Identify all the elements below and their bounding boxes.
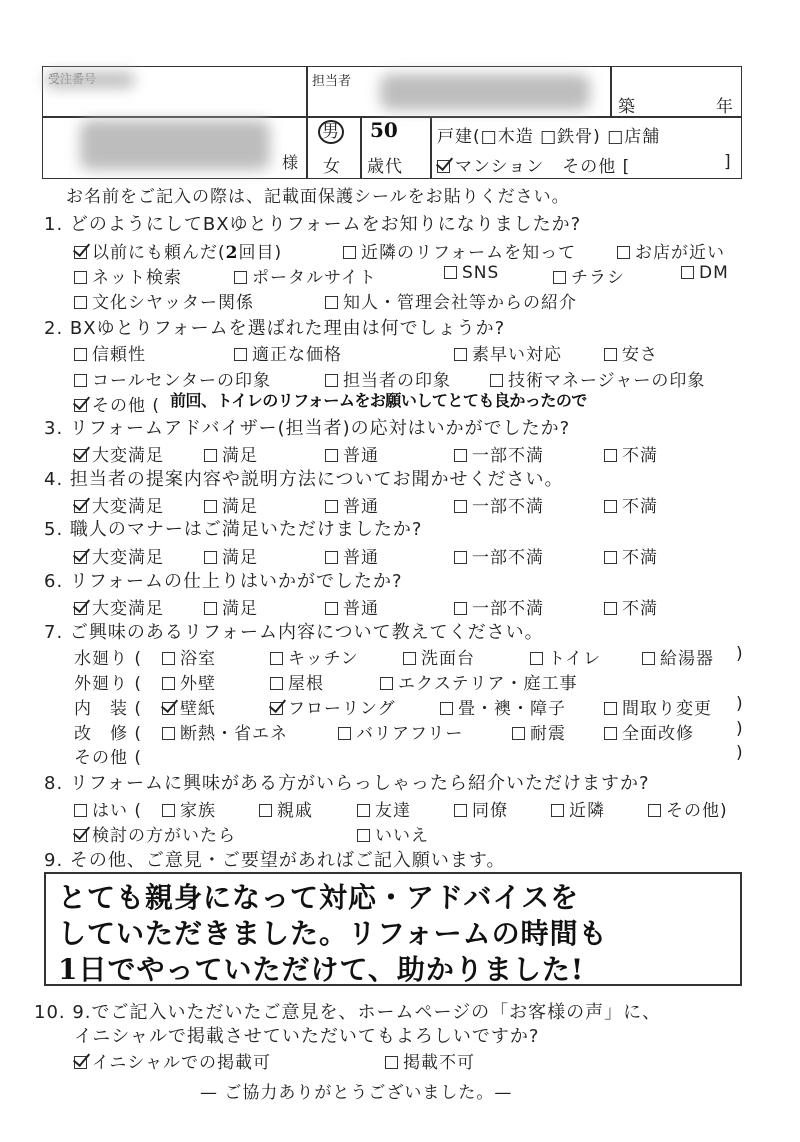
q7-water-option-3: 洗面台 bbox=[421, 649, 475, 669]
house-mansion: マンション bbox=[455, 157, 545, 177]
q2-checkbox-4[interactable] bbox=[604, 348, 617, 361]
staff-label: 担当者 bbox=[312, 74, 352, 89]
q2-option-3: 素早い対応 bbox=[472, 345, 562, 365]
q1-checkbox-9[interactable] bbox=[74, 296, 87, 309]
intro-note: お名前をご記入の際は、記載面保護シールをお貼りください。 bbox=[66, 187, 570, 207]
q7-outer-label: 外廻り ( bbox=[74, 674, 143, 694]
q6-checkbox-2[interactable] bbox=[204, 602, 217, 615]
q1-checkbox-5[interactable] bbox=[234, 271, 247, 284]
q9-hand-line-3: 1日でやっていただけて、助かりました! bbox=[58, 953, 585, 986]
q8-checkbox-consider[interactable] bbox=[74, 829, 87, 842]
q5-option-2: 満足 bbox=[222, 548, 258, 568]
q7-water-checkbox-3[interactable] bbox=[403, 652, 416, 665]
q4-option-4: 一部不満 bbox=[472, 497, 544, 517]
q7-water-checkbox-5[interactable] bbox=[642, 652, 655, 665]
q5-checkbox-5[interactable] bbox=[604, 551, 617, 564]
q1-option-9: 文化シヤッター関係 bbox=[92, 293, 254, 313]
q6-checkbox-3[interactable] bbox=[325, 602, 338, 615]
q4-option-5: 不満 bbox=[622, 497, 658, 517]
q5-text: 5. 職人のマナーはご満足いただけましたか? bbox=[44, 519, 423, 540]
q1-option-1: 以前にも頼んだ( bbox=[92, 243, 226, 263]
q7-interior-option-4: 間取り変更 bbox=[622, 699, 712, 719]
header-col-line bbox=[430, 116, 432, 179]
q7-renov-checkbox-3[interactable] bbox=[512, 727, 525, 740]
q1-option-4: ネット検索 bbox=[92, 268, 182, 288]
q2-other-handwritten: 前回、トイレのリフォームをお願いしてとても良かったので bbox=[170, 391, 587, 410]
q10-text-2: イニシャルで掲載させていただいてもよろしいですか? bbox=[74, 1026, 540, 1047]
q5-option-1: 大変満足 bbox=[92, 548, 164, 568]
q1-option-2: 近隣のリフォームを知って bbox=[361, 243, 577, 263]
q5-checkbox-4[interactable] bbox=[454, 551, 467, 564]
q1-text: 1. どのようにしてBXゆとりフォームをお知りになりましたか? bbox=[44, 214, 582, 235]
q8-yes-option-6: その他) bbox=[666, 801, 728, 821]
q7-interior-option-3: 畳・襖・障子 bbox=[458, 699, 566, 719]
q1-checkbox-7[interactable] bbox=[553, 271, 566, 284]
q4-checkbox-3[interactable] bbox=[325, 500, 338, 513]
q7-interior-checkbox-2[interactable] bbox=[270, 702, 283, 715]
q1-option-10: 知人・管理会社等からの紹介 bbox=[343, 293, 577, 313]
q7-renov-checkbox-1[interactable] bbox=[162, 727, 175, 740]
q7-water-label: 水廻り ( bbox=[74, 649, 143, 669]
q1-option-7: チラシ bbox=[571, 268, 625, 288]
q7-water-checkbox-2[interactable] bbox=[270, 652, 283, 665]
q8-option-consider: 検討の方がいたら bbox=[92, 826, 236, 846]
q7-interior-option-2: フローリング bbox=[288, 699, 396, 719]
q2-checkbox-7[interactable] bbox=[490, 374, 503, 387]
q7-renov-checkbox-4[interactable] bbox=[604, 727, 617, 740]
q3-checkbox-3[interactable] bbox=[325, 449, 338, 462]
q8-option-no: いいえ bbox=[375, 826, 429, 846]
q7-text: 7. ご興味のあるリフォーム内容について教えてください。 bbox=[44, 622, 544, 643]
q7-interior-label: 内 装 ( bbox=[74, 699, 143, 719]
q1-count: 2 bbox=[225, 243, 239, 263]
q3-checkbox-4[interactable] bbox=[454, 449, 467, 462]
q5-option-4: 一部不満 bbox=[472, 548, 544, 568]
q6-option-1: 大変満足 bbox=[92, 599, 164, 619]
q2-checkbox-2[interactable] bbox=[234, 348, 247, 361]
q7-interior-close: ) bbox=[736, 694, 744, 714]
q8-yes-checkbox-5[interactable] bbox=[551, 804, 564, 817]
q8-text: 8. リフォームに興味がある方がいらっしゃったら紹介いただけますか? bbox=[44, 773, 650, 794]
age-label: 歳代 bbox=[367, 157, 403, 177]
checkbox-mansion[interactable] bbox=[437, 160, 450, 173]
q6-option-4: 一部不満 bbox=[472, 599, 544, 619]
q1-option-1-end: 回目) bbox=[238, 243, 283, 263]
q5-checkbox-2[interactable] bbox=[204, 551, 217, 564]
q7-water-checkbox-4[interactable] bbox=[530, 652, 543, 665]
q7-interior-checkbox-1[interactable] bbox=[162, 702, 175, 715]
q4-checkbox-1[interactable] bbox=[74, 500, 87, 513]
q8-yes-option-1: 家族 bbox=[180, 801, 216, 821]
q2-option-5: コールセンターの印象 bbox=[92, 371, 271, 391]
q5-checkbox-3[interactable] bbox=[325, 551, 338, 564]
q3-text: 3. リフォームアドバイザー(担当者)の応対はいかがでしたか? bbox=[44, 418, 571, 439]
q7-other-close: ) bbox=[736, 743, 744, 763]
q7-water-option-2: キッチン bbox=[288, 649, 359, 669]
sama-label: 様 bbox=[282, 153, 299, 172]
q5-option-3: 普通 bbox=[343, 548, 379, 568]
q6-option-2: 満足 bbox=[222, 599, 258, 619]
q3-option-4: 一部不満 bbox=[472, 446, 544, 466]
q7-other-label: その他 ( bbox=[74, 748, 143, 768]
q8-option-yes: はい ( bbox=[92, 801, 143, 821]
house-type-row1: 戸建(□木造 □鉄骨) □店舗 bbox=[437, 127, 661, 147]
q4-checkbox-2[interactable] bbox=[204, 500, 217, 513]
q7-renov-option-4: 全面改修 bbox=[622, 724, 694, 744]
q3-checkbox-1[interactable] bbox=[74, 449, 87, 462]
header-col-line bbox=[306, 66, 308, 179]
q2-checkbox-5[interactable] bbox=[74, 374, 87, 387]
q8-checkbox-yes[interactable] bbox=[74, 804, 87, 817]
q4-option-1: 大変満足 bbox=[92, 497, 164, 517]
q9-text: 9. その他、ご意見・ご要望があればご記入願います。 bbox=[44, 850, 506, 871]
q2-checkbox-3[interactable] bbox=[454, 348, 467, 361]
q3-option-2: 満足 bbox=[222, 446, 258, 466]
q8-yes-checkbox-1[interactable] bbox=[162, 804, 175, 817]
q7-outer-checkbox-3[interactable] bbox=[380, 677, 393, 690]
q3-option-3: 普通 bbox=[343, 446, 379, 466]
q3-option-5: 不満 bbox=[622, 446, 658, 466]
q2-checkbox-1[interactable] bbox=[74, 348, 87, 361]
q2-checkbox-8[interactable] bbox=[74, 399, 87, 412]
q6-option-5: 不満 bbox=[622, 599, 658, 619]
q2-text: 2. BXゆとりフォームを選ばれた理由は何でしょうか? bbox=[44, 318, 506, 339]
q3-checkbox-5[interactable] bbox=[604, 449, 617, 462]
q5-option-5: 不満 bbox=[622, 548, 658, 568]
q2-option-4: 安さ bbox=[622, 345, 658, 365]
q1-option-6: SNS bbox=[462, 263, 500, 283]
q1-option-5: ポータルサイト bbox=[252, 268, 377, 288]
q9-hand-line-1: とても親身になって対応・アドバイスを bbox=[58, 881, 580, 914]
staff-name-redacted bbox=[380, 74, 590, 110]
q4-text: 4. 担当者の提案内容や説明方法についてお聞かせください。 bbox=[44, 469, 564, 490]
q10-checkbox-ng[interactable] bbox=[385, 1056, 398, 1069]
year-label: 年 bbox=[716, 97, 734, 117]
q1-checkbox-2[interactable] bbox=[343, 246, 356, 259]
q7-water-option-5: 給湯器 bbox=[660, 649, 714, 669]
q8-yes-checkbox-6[interactable] bbox=[648, 804, 661, 817]
q8-yes-option-3: 友達 bbox=[375, 801, 411, 821]
q10-checkbox-ok[interactable] bbox=[74, 1056, 87, 1069]
q7-renov-option-3: 耐震 bbox=[530, 724, 566, 744]
q8-yes-option-5: 近隣 bbox=[569, 801, 605, 821]
q1-checkbox-8[interactable] bbox=[681, 266, 694, 279]
q4-option-2: 満足 bbox=[222, 497, 258, 517]
customer-name-redacted bbox=[80, 120, 270, 170]
q8-yes-checkbox-3[interactable] bbox=[357, 804, 370, 817]
q6-checkbox-1[interactable] bbox=[74, 602, 87, 615]
gender-male: 男 bbox=[318, 120, 344, 144]
q8-yes-option-2: 親戚 bbox=[277, 801, 313, 821]
q6-checkbox-4[interactable] bbox=[454, 602, 467, 615]
q7-water-checkbox-1[interactable] bbox=[162, 652, 175, 665]
q7-renov-close: ) bbox=[736, 719, 744, 739]
q1-checkbox-4[interactable] bbox=[74, 271, 87, 284]
order-no-redacted bbox=[45, 72, 135, 88]
q9-hand-line-2: していただきました。リフォームの時間も bbox=[58, 917, 608, 950]
q2-checkbox-6[interactable] bbox=[325, 374, 338, 387]
q6-text: 6. リフォームの仕上りはいかがでしたか? bbox=[44, 571, 403, 592]
q6-checkbox-5[interactable] bbox=[604, 602, 617, 615]
q3-checkbox-2[interactable] bbox=[204, 449, 217, 462]
q4-checkbox-5[interactable] bbox=[604, 500, 617, 513]
q7-water-close: ) bbox=[736, 644, 744, 664]
q7-interior-checkbox-4[interactable] bbox=[604, 702, 617, 715]
q10-option-ng: 掲載不可 bbox=[403, 1053, 475, 1073]
q5-checkbox-1[interactable] bbox=[74, 551, 87, 564]
q1-option-8: DM bbox=[699, 263, 729, 283]
q2-option-6: 担当者の印象 bbox=[343, 371, 451, 391]
q8-checkbox-no[interactable] bbox=[357, 829, 370, 842]
q4-option-3: 普通 bbox=[343, 497, 379, 517]
q6-option-3: 普通 bbox=[343, 599, 379, 619]
footer-thanks: — ご協力ありがとうございました。— bbox=[200, 1083, 513, 1103]
q1-checkbox-1[interactable] bbox=[74, 246, 87, 259]
q4-checkbox-4[interactable] bbox=[454, 500, 467, 513]
q8-yes-checkbox-4[interactable] bbox=[454, 804, 467, 817]
q7-interior-option-1: 壁紙 bbox=[180, 699, 216, 719]
q3-option-1: 大変満足 bbox=[92, 446, 164, 466]
q1-option-3: お店が近い bbox=[635, 243, 725, 263]
q2-option-2: 適正な価格 bbox=[252, 345, 342, 365]
q8-yes-option-4: 同僚 bbox=[472, 801, 508, 821]
q7-water-option-1: 浴室 bbox=[180, 649, 216, 669]
age-value: 50 bbox=[370, 118, 398, 142]
q1-checkbox-3[interactable] bbox=[617, 246, 630, 259]
gender-female: 女 bbox=[323, 157, 341, 177]
header-col-line bbox=[360, 116, 362, 179]
q8-yes-checkbox-2[interactable] bbox=[259, 804, 272, 817]
q7-interior-checkbox-3[interactable] bbox=[440, 702, 453, 715]
house-other-close: ] bbox=[724, 152, 732, 172]
q7-renov-label: 改 修 ( bbox=[74, 724, 143, 744]
built-label: 築 bbox=[618, 97, 636, 117]
q7-outer-option-3: エクステリア・庭工事 bbox=[398, 674, 578, 694]
q7-outer-option-1: 外壁 bbox=[180, 674, 216, 694]
q2-option-1: 信頼性 bbox=[92, 345, 146, 365]
q1-checkbox-6[interactable] bbox=[444, 266, 457, 279]
q7-outer-checkbox-1[interactable] bbox=[162, 677, 175, 690]
q7-outer-option-2: 屋根 bbox=[288, 674, 324, 694]
q7-renov-checkbox-2[interactable] bbox=[338, 727, 351, 740]
q7-renov-option-1: 断熱・省エネ bbox=[180, 724, 288, 744]
q7-renov-option-2: バリアフリー bbox=[356, 724, 464, 744]
q7-water-option-4: トイレ bbox=[548, 649, 602, 669]
house-other: その他 [ bbox=[562, 157, 631, 177]
q2-option-7: 技術マネージャーの印象 bbox=[508, 371, 706, 391]
q1-checkbox-10[interactable] bbox=[325, 296, 338, 309]
q7-outer-checkbox-2[interactable] bbox=[270, 677, 283, 690]
q2-option-8: その他 ( bbox=[92, 396, 161, 416]
q10-option-ok: イニシャルでの掲載可 bbox=[92, 1053, 271, 1073]
header-col-line bbox=[610, 66, 612, 116]
q10-text-1: 10. 9.でご記入いただいたご意見を、ホームページの「お客様の声」に、 bbox=[34, 1002, 662, 1023]
